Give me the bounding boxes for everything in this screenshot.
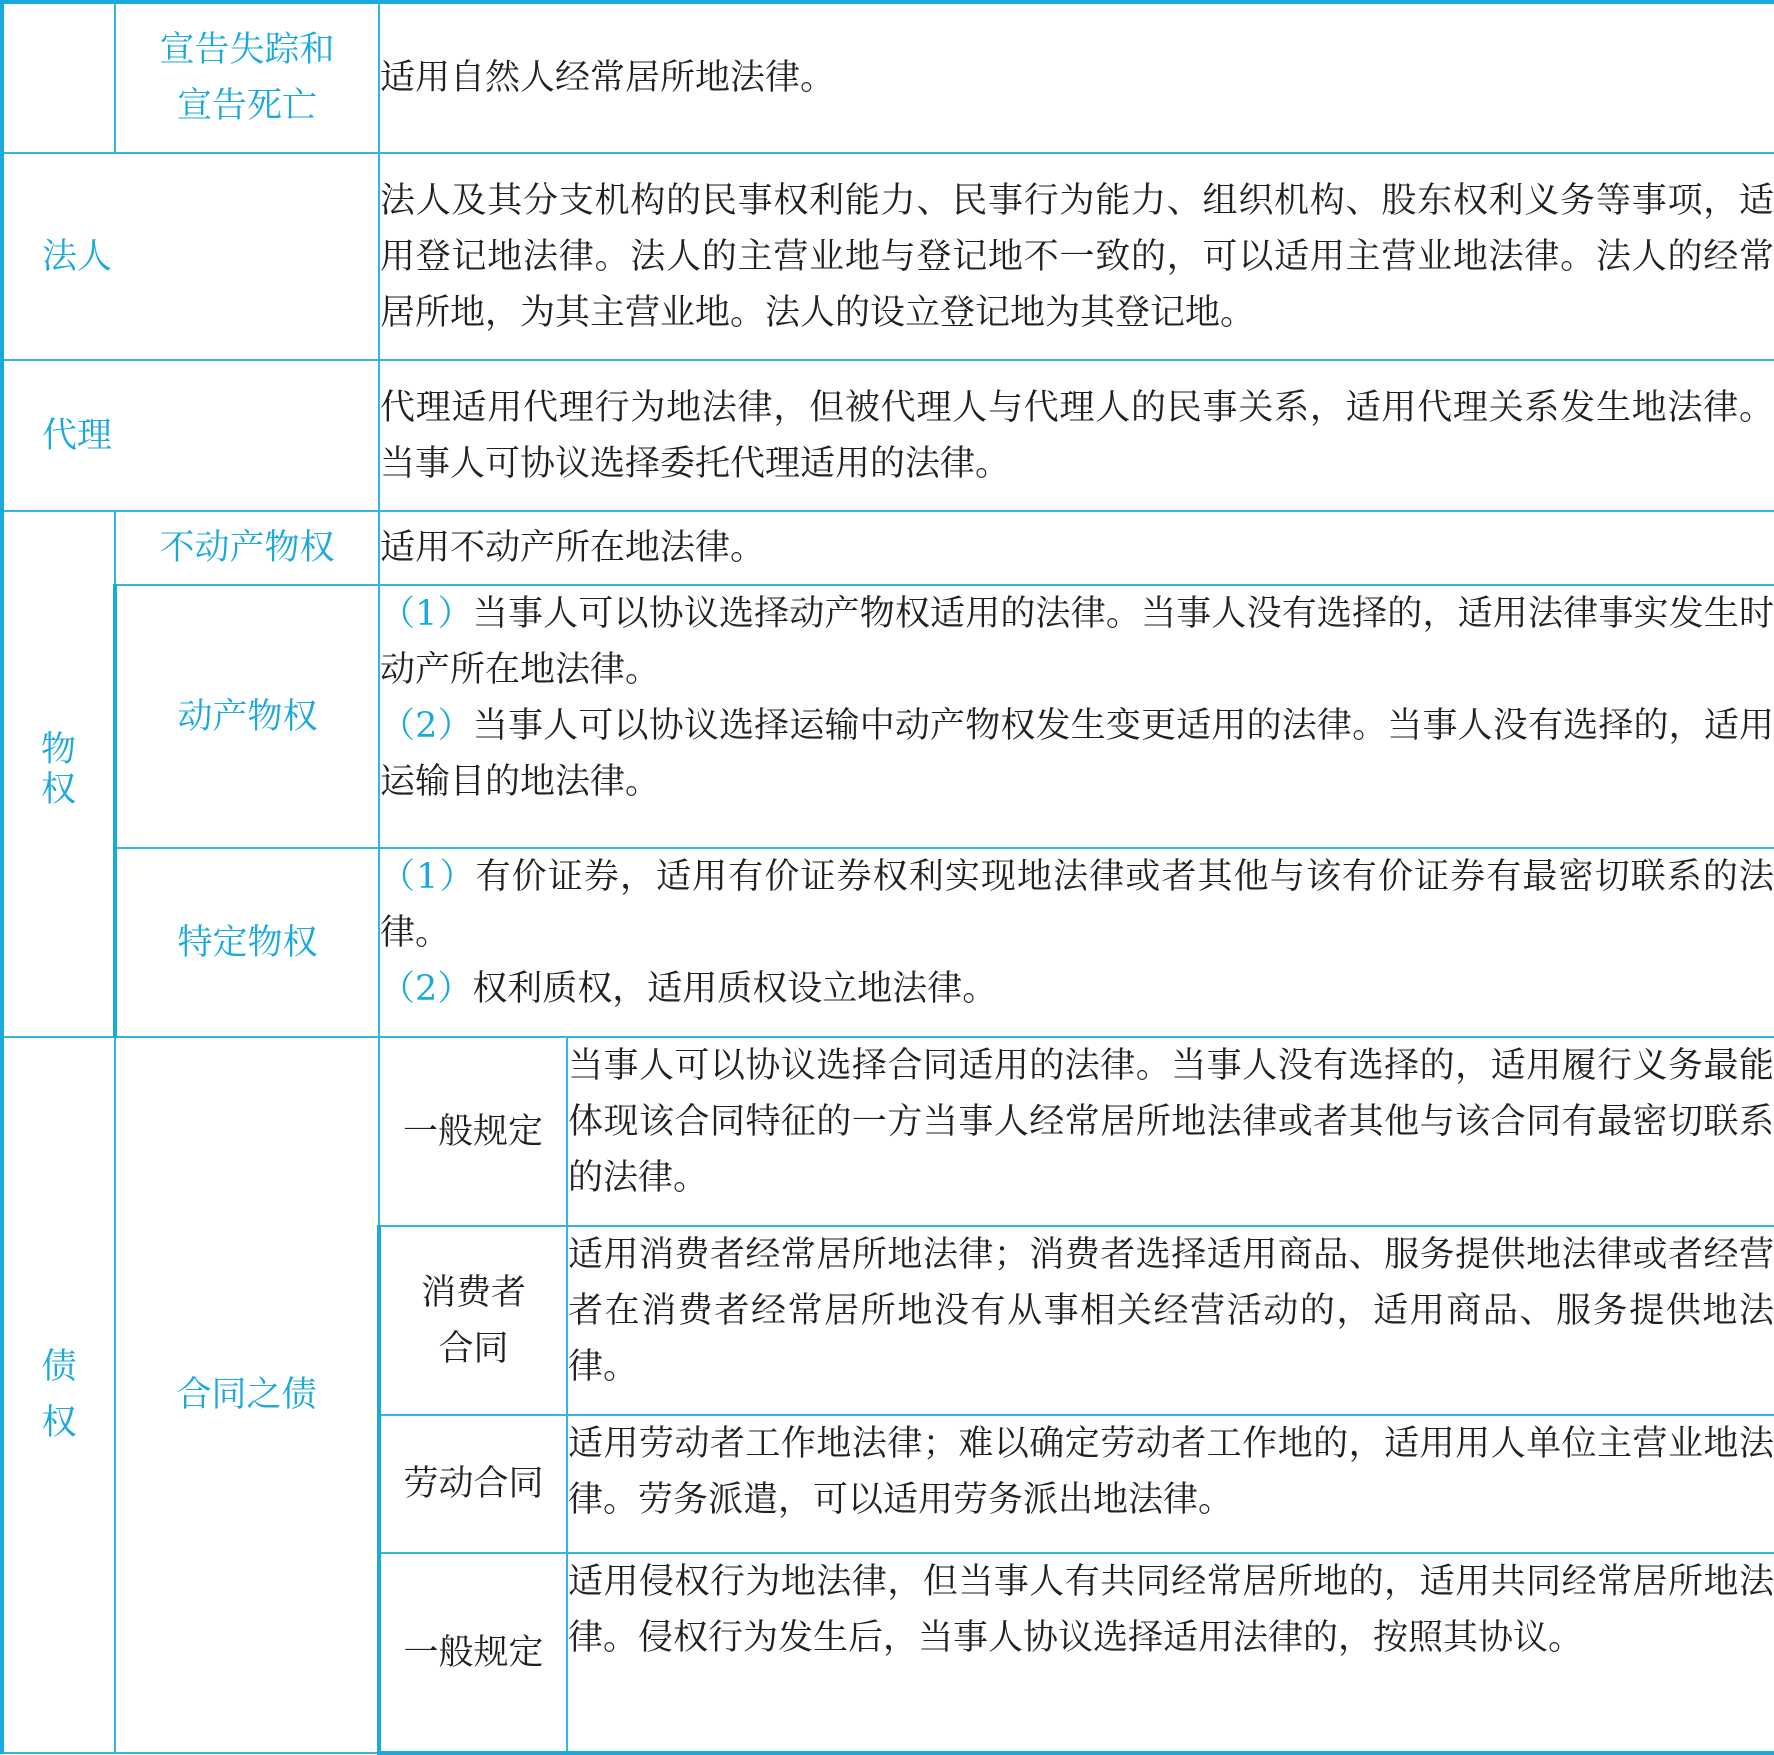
sub-label-consumer <box>379 1226 567 1415</box>
table-row <box>2 848 1774 1037</box>
paragraph-number: （1） <box>380 857 476 897</box>
table-row <box>2 153 1774 360</box>
empty-cell <box>2 2 115 153</box>
row-content: 适用侵权行为地法律，但当事人有共同经常居所地的，适用共同经常居所地法律。侵权行为发生后，当事人协议选择适用法律的，按照其协议。 <box>567 1553 1774 1753</box>
property-label-specific: 特定物权 <box>115 848 379 1037</box>
paragraph-number: （2） <box>380 969 473 1009</box>
group-label-text: 物权 <box>40 730 76 810</box>
row-label-agency: 代理 <box>2 360 379 511</box>
row-content: 当事人可以协议选择合同适用的法律。当事人没有选择的，适用履行义务最能体现该合同特征的一方当事人经常居所地法律或者其他与该合同有最密切联系的法律。 <box>567 1037 1774 1226</box>
row-content: 适用消费者经常居所地法律；消费者选择适用商品、服务提供地法律或者经营者在消费者经常居所地没有从事相关经营活动的，适用商品、服务提供地法律。 <box>567 1226 1774 1415</box>
sub-label-labor: 劳动合同 <box>379 1415 567 1553</box>
row-content: 法人及其分支机构的民事权利能力、民事行为能力、组织机构、股东权利义务等事项，适用登记地法律。法人的主营业地与登记地不一致的，可以适用主营业地法律。法人的经常居所地，为其主营业地。法人的设立登记地为其登记地。 <box>379 153 1774 360</box>
property-label-immovable: 不动产物权 <box>115 511 379 585</box>
sub-label-general: 一般规定 <box>379 1037 567 1226</box>
paragraph-text: 有价证券，适用有价证券权利实现地法律或者其他与该有价证券有最密切联系的法律。 <box>380 857 1774 953</box>
table-row <box>2 585 1774 848</box>
row-label-text: 宣告失踪和宣告死亡 <box>159 30 335 126</box>
group-label-obligation <box>2 1037 115 1753</box>
paragraph-text: 当事人可以协议选择动产物权适用的法律。当事人没有选择的，适用法律事实发生时动产所在地法律。 <box>380 594 1774 690</box>
table-row <box>2 511 1774 585</box>
table-row <box>2 2 1774 153</box>
paragraph-text: 当事人可以协议选择运输中动产物权发生变更适用的法律。当事人没有选择的，适用运输目的地法律。 <box>380 706 1774 802</box>
paragraph-text: 权利质权，适用质权设立地法律。 <box>472 969 998 1009</box>
sub-label-general: 一般规定 <box>379 1553 567 1753</box>
row-content: 适用不动产所在地法律。 <box>379 511 1774 585</box>
group-label-property <box>2 511 115 1037</box>
sub-label-text: 消费者合同 <box>421 1272 527 1369</box>
paragraph <box>380 961 1774 1017</box>
paragraph <box>380 698 1774 810</box>
row-label-missing-death <box>115 2 379 153</box>
property-label-movable: 动产物权 <box>115 585 379 848</box>
row-content <box>379 848 1774 1037</box>
paragraph-number: （1） <box>380 594 473 634</box>
row-content: 代理适用代理行为地法律，但被代理人与代理人的民事关系，适用代理关系发生地法律。当事人可协议选择委托代理适用的法律。 <box>379 360 1774 511</box>
paragraph <box>380 849 1774 961</box>
row-content: 适用劳动者工作地法律；难以确定劳动者工作地的，适用用人单位主营业地法律。劳务派遣，可以适用劳务派出地法律。 <box>567 1415 1774 1553</box>
row-label-legal-person: 法人 <box>2 153 379 360</box>
row-content <box>379 585 1774 848</box>
table-row <box>2 360 1774 511</box>
group-label-text: 债权 <box>41 1347 77 1443</box>
table-row <box>2 1037 1774 1226</box>
contract-label: 合同之债 <box>115 1037 379 1753</box>
row-content: 适用自然人经常居所地法律。 <box>379 2 1774 153</box>
paragraph-number: （2） <box>380 706 473 746</box>
paragraph <box>380 586 1774 698</box>
